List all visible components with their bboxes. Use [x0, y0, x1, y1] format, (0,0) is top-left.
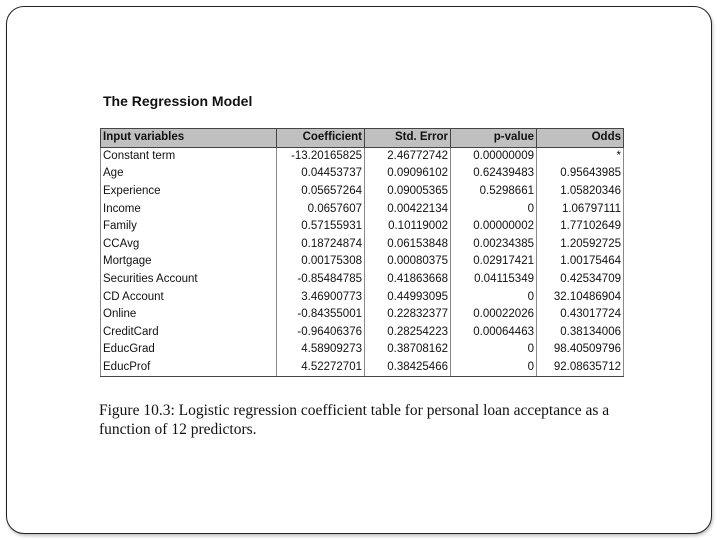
cell-variable: Income	[101, 200, 277, 218]
cell-p-value: 0.5298661	[451, 183, 537, 201]
cell-variable: CCAvg	[101, 236, 277, 254]
cell-std-error: 0.00422134	[365, 200, 451, 218]
slide-heading: The Regression Model	[103, 93, 253, 109]
cell-std-error: 0.38708162	[365, 341, 451, 359]
cell-variable: EducGrad	[101, 341, 277, 359]
table-row	[101, 183, 624, 201]
cell-odds: 1.06797111	[537, 200, 624, 218]
cell-std-error: 0.41863668	[365, 271, 451, 289]
cell-p-value: 0.04115349	[451, 271, 537, 289]
cell-p-value: 0.00000009	[451, 147, 537, 165]
cell-variable: Experience	[101, 183, 277, 201]
table-row	[101, 288, 624, 306]
cell-coefficient: 0.04453737	[277, 165, 365, 183]
cell-coefficient: -0.84355001	[277, 306, 365, 324]
table-row	[101, 253, 624, 271]
cell-coefficient: 4.58909273	[277, 341, 365, 359]
header-odds: Odds	[537, 129, 624, 148]
table-row	[101, 306, 624, 324]
cell-coefficient: -13.20165825	[277, 147, 365, 165]
cell-variable: Mortgage	[101, 253, 277, 271]
table-row	[101, 324, 624, 342]
cell-coefficient: 0.57155931	[277, 218, 365, 236]
cell-p-value: 0.00000002	[451, 218, 537, 236]
header-p-value: p-value	[451, 129, 537, 148]
cell-p-value: 0.00064463	[451, 324, 537, 342]
cell-coefficient: -0.96406376	[277, 324, 365, 342]
table-header-row	[101, 129, 624, 148]
cell-coefficient: 0.05657264	[277, 183, 365, 201]
cell-odds: 1.05820346	[537, 183, 624, 201]
cell-variable: Securities Account	[101, 271, 277, 289]
cell-coefficient: 0.18724874	[277, 236, 365, 254]
cell-std-error: 0.38425466	[365, 359, 451, 377]
cell-odds: 0.42534709	[537, 271, 624, 289]
cell-variable: CD Account	[101, 288, 277, 306]
cell-p-value: 0	[451, 288, 537, 306]
cell-variable: Age	[101, 165, 277, 183]
cell-p-value: 0.00234385	[451, 236, 537, 254]
cell-odds: 92.08635712	[537, 359, 624, 377]
cell-coefficient: 3.46900773	[277, 288, 365, 306]
cell-odds: 1.20592725	[537, 236, 624, 254]
cell-std-error: 0.22832377	[365, 306, 451, 324]
cell-p-value: 0.02917421	[451, 253, 537, 271]
header-coefficient: Coefficient	[277, 129, 365, 148]
figure-caption: Figure 10.3: Logistic regression coefficient table for personal loan acceptance as a function of 12 predictors.	[99, 402, 610, 438]
cell-std-error: 0.09096102	[365, 165, 451, 183]
cell-variable: Online	[101, 306, 277, 324]
cell-odds: 1.77102649	[537, 218, 624, 236]
table-row	[101, 147, 624, 165]
cell-variable: CreditCard	[101, 324, 277, 342]
cell-odds: 98.40509796	[537, 341, 624, 359]
table-row	[101, 341, 624, 359]
cell-std-error: 0.10119002	[365, 218, 451, 236]
table-row	[101, 236, 624, 254]
cell-odds: 0.95643985	[537, 165, 624, 183]
cell-std-error: 0.06153848	[365, 236, 451, 254]
cell-odds: 0.43017724	[537, 306, 624, 324]
cell-variable: EducProf	[101, 359, 277, 377]
cell-odds: 1.00175464	[537, 253, 624, 271]
table-row	[101, 359, 624, 377]
cell-p-value: 0	[451, 200, 537, 218]
table-row	[101, 271, 624, 289]
cell-p-value: 0	[451, 341, 537, 359]
cell-std-error: 2.46772742	[365, 147, 451, 165]
cell-coefficient: 0.00175308	[277, 253, 365, 271]
cell-std-error: 0.00080375	[365, 253, 451, 271]
cell-variable: Family	[101, 218, 277, 236]
header-input-variables: Input variables	[101, 129, 277, 148]
table-row	[101, 165, 624, 183]
cell-coefficient: 4.52272701	[277, 359, 365, 377]
regression-table	[100, 128, 624, 377]
cell-p-value: 0.00022026	[451, 306, 537, 324]
table-row	[101, 200, 624, 218]
cell-coefficient: 0.0657607	[277, 200, 365, 218]
cell-odds: 32.10486904	[537, 288, 624, 306]
header-std-error: Std. Error	[365, 129, 451, 148]
cell-std-error: 0.28254223	[365, 324, 451, 342]
cell-odds: 0.38134006	[537, 324, 624, 342]
cell-odds: *	[537, 147, 624, 165]
cell-variable: Constant term	[101, 147, 277, 165]
cell-p-value: 0	[451, 359, 537, 377]
cell-std-error: 0.44993095	[365, 288, 451, 306]
cell-p-value: 0.62439483	[451, 165, 537, 183]
cell-std-error: 0.09005365	[365, 183, 451, 201]
cell-coefficient: -0.85484785	[277, 271, 365, 289]
table-row	[101, 218, 624, 236]
